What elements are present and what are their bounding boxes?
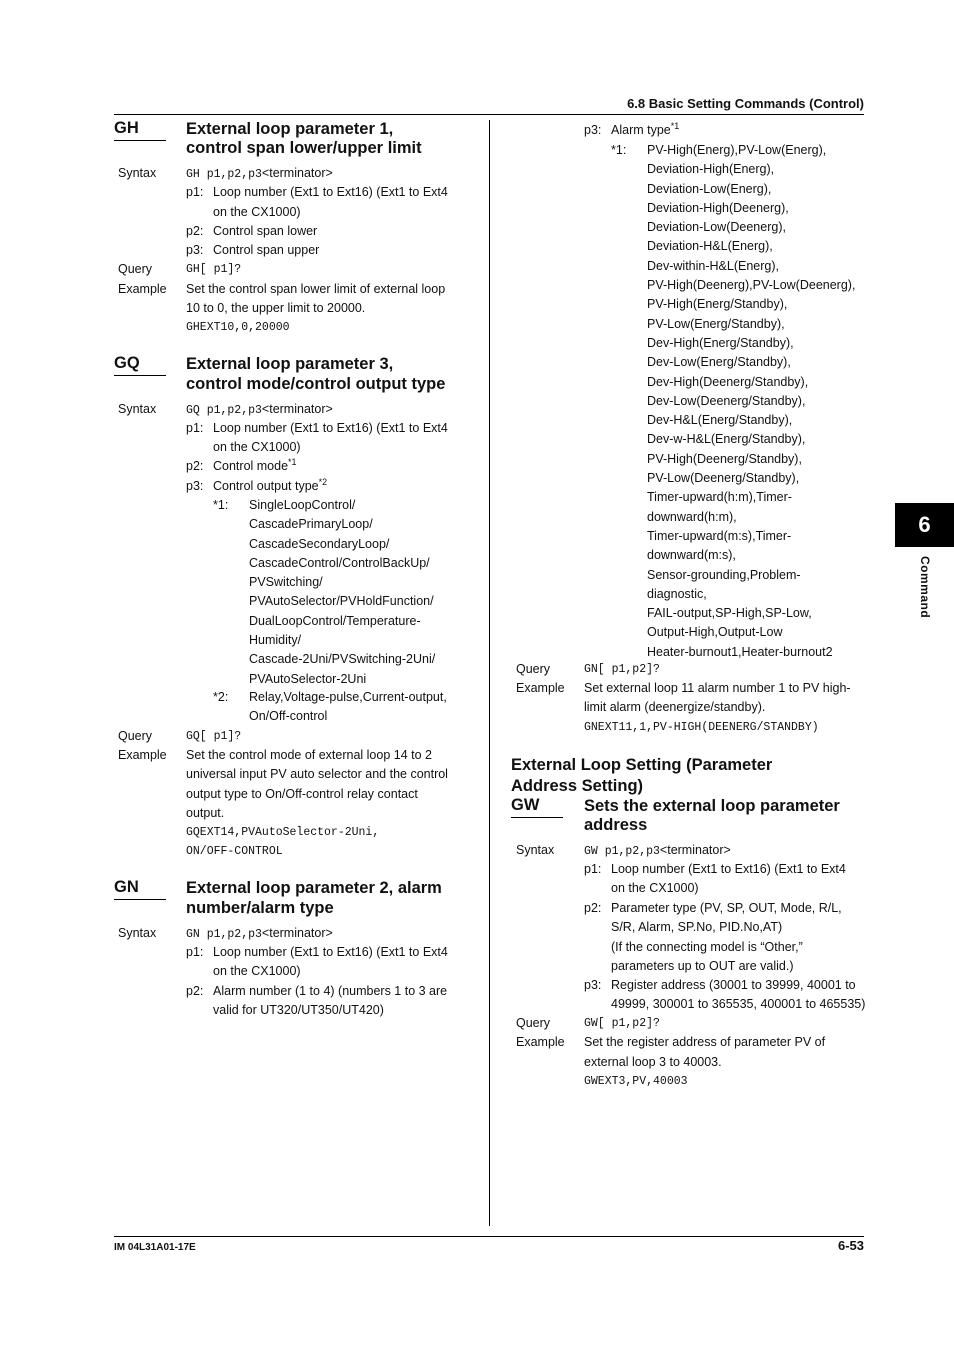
gn-alarm-type-line: downward(m:s),: [647, 548, 736, 563]
section-title-1: External Loop Setting (Parameter: [511, 756, 773, 774]
gn-alarm-type-line: Dev-within-H&L(Energ),: [647, 258, 779, 273]
gq-p2-key: p2:: [186, 459, 204, 473]
gw-p2-line: parameters up to OUT are valid.): [611, 958, 794, 973]
gq-note2-line: On/Off-control: [249, 709, 328, 724]
gq-p1-key: p1:: [186, 421, 204, 435]
gq-syntax: GQ p1,p2,p3<terminator>: [186, 402, 333, 417]
gn-code: GN: [114, 878, 166, 900]
gn-alarm-type-line: Deviation-High(Energ),: [647, 162, 775, 177]
gh-title-1: External loop parameter 1,: [186, 120, 394, 138]
gq-example-line: Set the control mode of external loop 14 to 2: [186, 748, 432, 762]
gn-alarm-type-line: Sensor-grounding,Problem-: [647, 567, 801, 582]
gw-title-1: Sets the external loop parameter: [584, 797, 840, 815]
gn-alarm-type-line: Deviation-High(Deenerg),: [647, 200, 789, 215]
gq-note2-list: [249, 688, 447, 727]
gw-p2-line: Parameter type (PV, SP, OUT, Mode, R/L,: [611, 901, 842, 915]
gq-note1-line: CascadeSecondaryLoop/: [249, 536, 390, 551]
gw-example-2: external loop 3 to 40003.: [584, 1055, 722, 1069]
gw-p2-line: (If the connecting model is “Other,”: [611, 939, 803, 954]
gn-alarm-type-line: Deviation-Low(Energ),: [647, 181, 772, 196]
gw-p3-list: [611, 976, 865, 1015]
gh-p1-text-2: on the CX1000): [213, 205, 301, 219]
gq-example-line: output.: [186, 805, 225, 820]
gn-query: GN[ p1,p2]?: [584, 663, 660, 676]
gq-title-2: control mode/control output type: [186, 375, 446, 393]
gh-syntax: GH p1,p2,p3<terminator>: [186, 166, 333, 181]
section-title-2: Address Setting): [511, 777, 644, 795]
gn-p2-text-2: valid for UT320/UT350/UT420): [213, 1003, 384, 1017]
gq-note1-line: PVAutoSelector-2Uni: [249, 671, 367, 686]
gh-code: GH: [114, 119, 166, 141]
gw-p1-text: Loop number (Ext1 to Ext16) (Ext1 to Ext4: [611, 862, 846, 876]
gq-p2-text: Control mode$^{*1}$: [213, 457, 297, 473]
gn-example-label: Example: [516, 681, 565, 695]
gh-p2-key: p2:: [186, 224, 204, 238]
gn-p3-key: p3:: [584, 123, 602, 137]
gq-query: GQ[ p1]?: [186, 730, 242, 743]
gn-p3-text: Alarm type$^{*1}$: [611, 121, 680, 137]
gw-query-label: Query: [516, 1016, 551, 1030]
gh-p2-text: Control span lower: [213, 224, 318, 238]
gn-alarm-type-line: PV-Low(Deenerg/Standby),: [647, 471, 800, 486]
gh-example-label: Example: [118, 282, 167, 296]
gw-title-2: address: [584, 816, 648, 834]
document-id: IM 04L31A01-17E: [114, 1242, 196, 1253]
gh-syntax-label: Syntax: [118, 166, 157, 180]
header-rule: [114, 114, 864, 115]
gn-alarm-type-line: diagnostic,: [647, 586, 707, 601]
gw-p2-key: p2:: [584, 901, 602, 915]
gq-example-code-1: GQEXT14,PVAutoSelector-2Uni,: [186, 826, 380, 839]
gn-alarm-type-line: FAIL-output,SP-High,SP-Low,: [647, 606, 812, 621]
gn-p1-text: Loop number (Ext1 to Ext16) (Ext1 to Ext4: [213, 945, 448, 959]
chapter-tab-label: Command: [918, 556, 932, 619]
gh-query-label: Query: [118, 262, 153, 276]
gn-alarm-type-line: Deviation-Low(Deenerg),: [647, 220, 786, 235]
gq-example-line: universal input PV auto selector and the control: [186, 767, 448, 782]
gq-note1-line: SingleLoopControl/: [249, 498, 356, 512]
gh-p1-key: p1:: [186, 185, 204, 199]
gn-alarm-type-line: PV-High(Energ/Standby),: [647, 297, 788, 312]
gq-p1-text-2: on the CX1000): [213, 440, 301, 454]
gq-p1-text: Loop number (Ext1 to Ext16) (Ext1 to Ext4: [213, 421, 448, 435]
gw-syntax-label: Syntax: [516, 843, 555, 857]
gn-syntax-label: Syntax: [118, 926, 157, 940]
gw-code: GW: [511, 796, 563, 818]
gq-code: GQ: [114, 354, 166, 376]
gw-p2-line: S/R, Alarm, SP.No, PID.No,AT): [611, 920, 783, 935]
page-number: 6-53: [837, 1238, 864, 1253]
gh-example-code: GHEXT10,0,20000: [186, 321, 290, 334]
gq-note1-key: *1:: [213, 498, 229, 512]
gq-example: [186, 746, 448, 823]
gn-alarm-type-line: Dev-High(Deenerg/Standby),: [647, 374, 809, 389]
gq-query-label: Query: [118, 729, 153, 743]
gq-title-1: External loop parameter 3,: [186, 355, 394, 373]
gw-p3-line: Register address (30001 to 39999, 40001 to: [611, 978, 856, 992]
gh-query: GH[ p1]?: [186, 263, 242, 276]
gh-title-2: control span lower/upper limit: [186, 139, 422, 157]
gn-p2-text: Alarm number (1 to 4) (numbers 1 to 3 are: [213, 984, 448, 998]
gw-example-label: Example: [516, 1035, 565, 1049]
gq-note1-line: Cascade-2Uni/PVSwitching-2Uni/: [249, 652, 436, 667]
gw-p3-line: 49999, 300001 to 365535, 400001 to 465535): [611, 997, 866, 1012]
gn-alarm-type-line: Timer-upward(m:s),Timer-: [647, 528, 792, 543]
column-divider: [489, 120, 490, 1226]
gq-note2-key: *2:: [213, 690, 229, 704]
gn-title-1: External loop parameter 2, alarm: [186, 879, 442, 897]
gw-syntax: GW p1,p2,p3<terminator>: [584, 843, 731, 858]
gq-note1-line: CascadePrimaryLoop/: [249, 517, 373, 532]
gn-example-2: limit alarm (deenergize/standby).: [584, 700, 766, 714]
chapter-tab: 6: [895, 503, 954, 547]
footer-rule: [114, 1236, 864, 1237]
gq-example-code-2: ON/OFF-CONTROL: [186, 845, 283, 858]
gq-note1-list: [249, 496, 435, 689]
gn-alarm-type-line: Dev-Low(Deenerg/Standby),: [647, 393, 806, 408]
gq-note1-line: DualLoopControl/Temperature-: [249, 613, 421, 628]
gn-alarm-type-line: downward(h:m),: [647, 509, 737, 524]
gn-alarm-type-line: Deviation-H&L(Energ),: [647, 239, 773, 254]
gn-note1-key: *1:: [611, 143, 627, 157]
gn-alarm-type-line: Dev-Low(Energ/Standby),: [647, 355, 791, 370]
gw-example-code: GWEXT3,PV,40003: [584, 1075, 688, 1088]
gw-p1-key: p1:: [584, 862, 602, 876]
gw-p1-text-2: on the CX1000): [611, 881, 699, 895]
gn-syntax: GN p1,p2,p3<terminator>: [186, 926, 333, 941]
gn-p2-key: p2:: [186, 984, 204, 998]
gq-note1-line: CascadeControl/ControlBackUp/: [249, 555, 430, 570]
gq-note1-line: PVAutoSelector/PVHoldFunction/: [249, 594, 434, 609]
gn-alarm-type-line: Output-High,Output-Low: [647, 625, 783, 640]
gn-alarm-type-line: PV-Low(Energ/Standby),: [647, 316, 785, 331]
gn-p1-text-2: on the CX1000): [213, 964, 301, 978]
gn-note1-list: [647, 141, 855, 662]
gw-example-1: Set the register address of parameter PV of: [584, 1035, 826, 1049]
gq-p3-key: p3:: [186, 479, 204, 493]
gq-example-label: Example: [118, 748, 167, 762]
gn-alarm-type-line: Dev-H&L(Energ/Standby),: [647, 413, 793, 428]
gh-p3-key: p3:: [186, 243, 204, 257]
gq-p3-text: Control output type$^{*2}$: [213, 477, 328, 493]
running-header: 6.8 Basic Setting Commands (Control): [627, 96, 864, 111]
gh-example-1: Set the control span lower limit of external loop: [186, 282, 446, 296]
gn-alarm-type-line: Heater-burnout1,Heater-burnout2: [647, 644, 833, 659]
gh-example-2: 10 to 0, the upper limit to 20000.: [186, 301, 366, 315]
gh-p3-text: Control span upper: [213, 243, 320, 257]
gh-p1-text: Loop number (Ext1 to Ext16) (Ext1 to Ext4: [213, 185, 448, 199]
gw-query: GW[ p1,p2]?: [584, 1017, 660, 1030]
gn-alarm-type-line: Dev-High(Energ/Standby),: [647, 335, 794, 350]
gn-example-code: GNEXT11,1,PV-HIGH(DEENERG/STANDBY): [584, 721, 819, 734]
gw-p2-list: [611, 899, 842, 976]
gn-title-2: number/alarm type: [186, 899, 334, 917]
gq-syntax-label: Syntax: [118, 402, 157, 416]
gw-p3-key: p3:: [584, 978, 602, 992]
gq-example-line: output type to On/Off-control relay contact: [186, 786, 418, 801]
gn-p1-key: p1:: [186, 945, 204, 959]
gn-query-label: Query: [516, 662, 551, 676]
gn-example-1: Set external loop 11 alarm number 1 to PV high-: [584, 681, 851, 695]
gn-alarm-type-line: Timer-upward(h:m),Timer-: [647, 490, 792, 505]
gq-note1-line: Humidity/: [249, 633, 302, 648]
gn-alarm-type-line: PV-High(Deenerg),PV-Low(Deenerg),: [647, 278, 856, 293]
gn-alarm-type-line: Dev-w-H&L(Energ/Standby),: [647, 432, 806, 447]
gq-note1-line: PVSwitching/: [249, 575, 323, 590]
gn-alarm-type-line: PV-High(Energ),PV-Low(Energ),: [647, 143, 827, 157]
gn-alarm-type-line: PV-High(Deenerg/Standby),: [647, 451, 802, 466]
gq-note2-line: Relay,Voltage-pulse,Current-output,: [249, 690, 447, 704]
